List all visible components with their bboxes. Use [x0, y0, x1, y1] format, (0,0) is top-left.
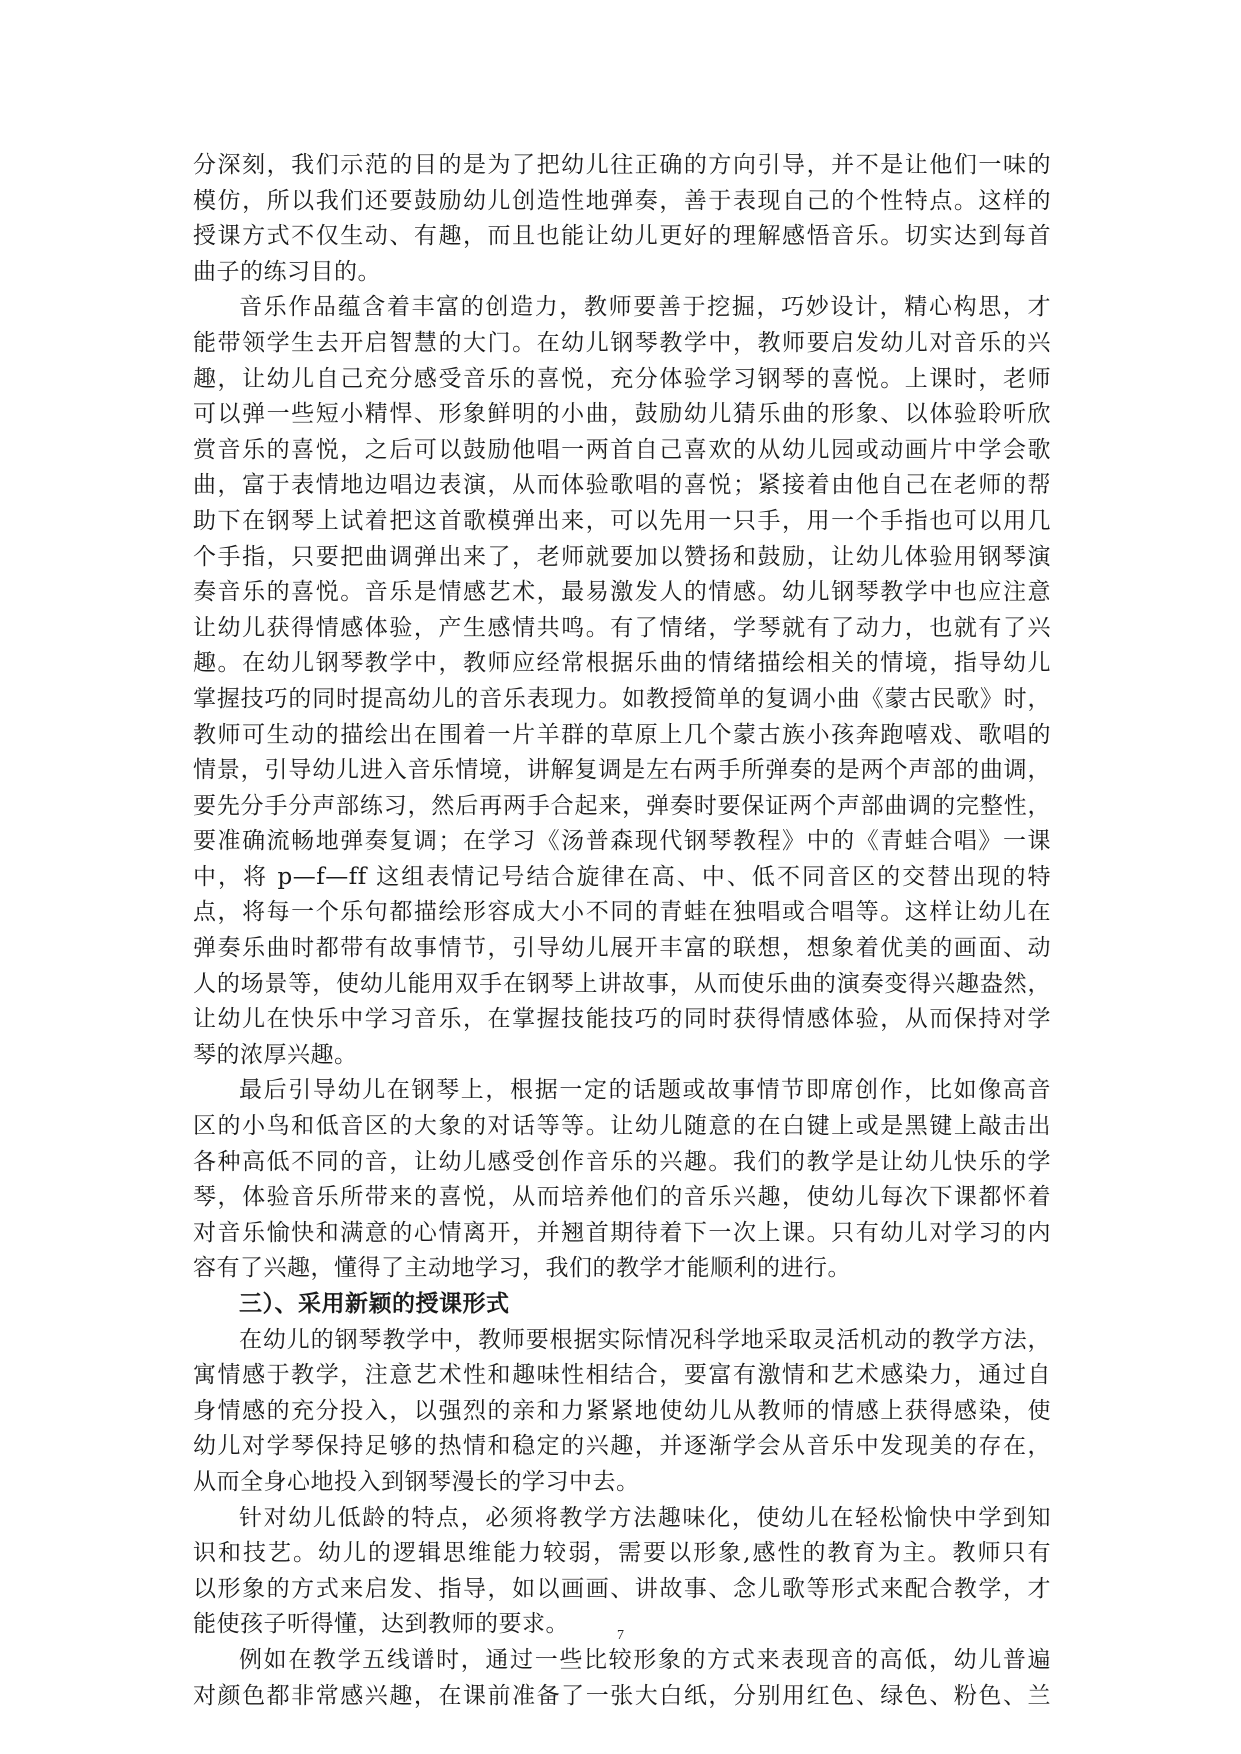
- text-line: 琴，体验音乐所带来的喜悦，从而培养他们的音乐兴趣，使幼儿每次下课都怀着: [193, 1184, 1051, 1211]
- text-line: 趣，让幼儿自己充分感受音乐的喜悦，充分体验学习钢琴的喜悦。上课时，老师: [193, 365, 1051, 392]
- text-line: 情景，引导幼儿进入音乐情境，讲解复调是左右两手所弹奏的是两个声部的曲调，: [193, 757, 1051, 784]
- text-line: 寓情感于教学，注意艺术性和趣味性相结合，要富有激情和艺术感染力，通过自: [193, 1362, 1051, 1389]
- text-line: 曲子的练习目的。: [193, 258, 381, 285]
- text-line: 教师可生动的描绘出在围着一片羊群的草原上几个蒙古族小孩奔跑嘻戏、歌唱的: [193, 721, 1051, 748]
- text-line: 对音乐愉快和满意的心情离开，并翘首期待着下一次上课。只有幼儿对学习的内: [193, 1219, 1051, 1246]
- text-line: 让幼儿在快乐中学习音乐，在掌握技能技巧的同时获得情感体验，从而保持对学: [193, 1006, 1051, 1033]
- text-line: 以形象的方式来启发、指导，如以画画、讲故事、念儿歌等形式来配合教学，才: [193, 1575, 1051, 1602]
- text-line: 个手指，只要把曲调弹出来了，老师就要加以赞扬和鼓励，让幼儿体验用钢琴演: [193, 543, 1051, 570]
- text-line: 掌握技巧的同时提高幼儿的音乐表现力。如教授简单的复调小曲《蒙古民歌》时，: [193, 685, 1051, 712]
- text-line: 在幼儿的钢琴教学中，教师要根据实际情况科学地采取灵活机动的教学方法，: [239, 1326, 1051, 1353]
- text-line: 琴的浓厚兴趣。: [193, 1041, 358, 1068]
- text-line: 要先分手分声部练习，然后再两手合起来，弹奏时要保证两个声部曲调的完整性，: [193, 792, 1051, 819]
- text-line: 赏音乐的喜悦，之后可以鼓励他唱一两首自己喜欢的从幼儿园或动画片中学会歌: [193, 436, 1051, 463]
- page-number: 7: [617, 1628, 624, 1643]
- text-line: 让幼儿获得情感体验，产生感情共鸣。有了情绪，学琴就有了动力，也就有了兴: [193, 614, 1051, 641]
- text-line: 身情感的充分投入，以强烈的亲和力紧紧地使幼儿从教师的情感上获得感染，使: [193, 1397, 1051, 1424]
- text-line: 可以弹一些短小精悍、形象鲜明的小曲，鼓励幼儿猜乐曲的形象、以体验聆听欣: [193, 401, 1051, 428]
- text-line: 中，将 p—f—ff 这组表情记号结合旋律在高、中、低不同音区的交替出现的特: [193, 863, 1051, 890]
- text-line: 幼儿对学琴保持足够的热情和稳定的兴趣，并逐渐学会从音乐中发现美的存在，: [193, 1433, 1051, 1460]
- text-line: 趣。在幼儿钢琴教学中，教师应经常根据乐曲的情绪描绘相关的情境，指导幼儿: [193, 650, 1051, 677]
- text-line: 对颜色都非常感兴趣，在课前准备了一张大白纸，分别用红色、绿色、粉色、兰: [193, 1682, 1051, 1709]
- text-line: 能带领学生去开启智慧的大门。在幼儿钢琴教学中，教师要启发幼儿对音乐的兴: [193, 329, 1051, 356]
- text-line: 从而全身心地投入到钢琴漫长的学习中去。: [193, 1468, 640, 1495]
- text-line: 弹奏乐曲时都带有故事情节，引导幼儿展开丰富的联想，想象着优美的画面、动: [193, 935, 1051, 962]
- text-line: 点，将每一个乐句都描绘形容成大小不同的青蛙在独唱或合唱等。这样让幼儿在: [193, 899, 1051, 926]
- text-line: 针对幼儿低龄的特点，必须将教学方法趣味化，使幼儿在轻松愉快中学到知: [239, 1504, 1051, 1531]
- text-line: 区的小鸟和低音区的大象的对话等等。让幼儿随意的在白键上或是黑键上敲击出: [193, 1113, 1051, 1140]
- section-heading: 三）、采用新颖的授课形式: [239, 1291, 510, 1317]
- text-line: 最后引导幼儿在钢琴上，根据一定的话题或故事情节即席创作，比如像高音: [239, 1077, 1051, 1104]
- text-line: 容有了兴趣，懂得了主动地学习，我们的教学才能顺利的进行。: [193, 1255, 851, 1282]
- text-line: 要准确流畅地弹奏复调；在学习《汤普森现代钢琴教程》中的《青蛙合唱》一课: [193, 828, 1051, 855]
- document-body: [193, 148, 1051, 1714]
- text-line: 曲，富于表情地边唱边表演，从而体验歌唱的喜悦；紧接着由他自己在老师的帮: [193, 472, 1051, 499]
- text-line: 各种高低不同的音，让幼儿感受创作音乐的兴趣。我们的教学是让幼儿快乐的学: [193, 1148, 1051, 1175]
- text-line: 能使孩子听得懂，达到教师的要求。: [193, 1611, 569, 1638]
- text-line: 音乐作品蕴含着丰富的创造力，教师要善于挖掘，巧妙设计，精心构思，才: [239, 294, 1051, 321]
- text-line: 例如在教学五线谱时，通过一些比较形象的方式来表现音的高低，幼儿普遍: [239, 1646, 1051, 1673]
- text-line: 模仿，所以我们还要鼓励幼儿创造性地弹奏，善于表现自己的个性特点。这样的: [193, 187, 1051, 214]
- text-line: 人的场景等，使幼儿能用双手在钢琴上讲故事，从而使乐曲的演奏变得兴趣盎然，: [193, 970, 1051, 997]
- text-line: 授课方式不仅生动、有趣，而且也能让幼儿更好的理解感悟音乐。切实达到每首: [193, 223, 1051, 250]
- text-line: 分深刻，我们示范的目的是为了把幼儿往正确的方向引导，并不是让他们一味的: [193, 152, 1051, 178]
- text-line: 助下在钢琴上试着把这首歌模弹出来，可以先用一只手，用一个手指也可以用几: [193, 507, 1051, 534]
- text-line: 奏音乐的喜悦。音乐是情感艺术，最易激发人的情感。幼儿钢琴教学中也应注意: [193, 579, 1051, 606]
- text-line: 识和技艺。幼儿的逻辑思维能力较弱，需要以形象,感性的教育为主。教师只有: [193, 1540, 1051, 1567]
